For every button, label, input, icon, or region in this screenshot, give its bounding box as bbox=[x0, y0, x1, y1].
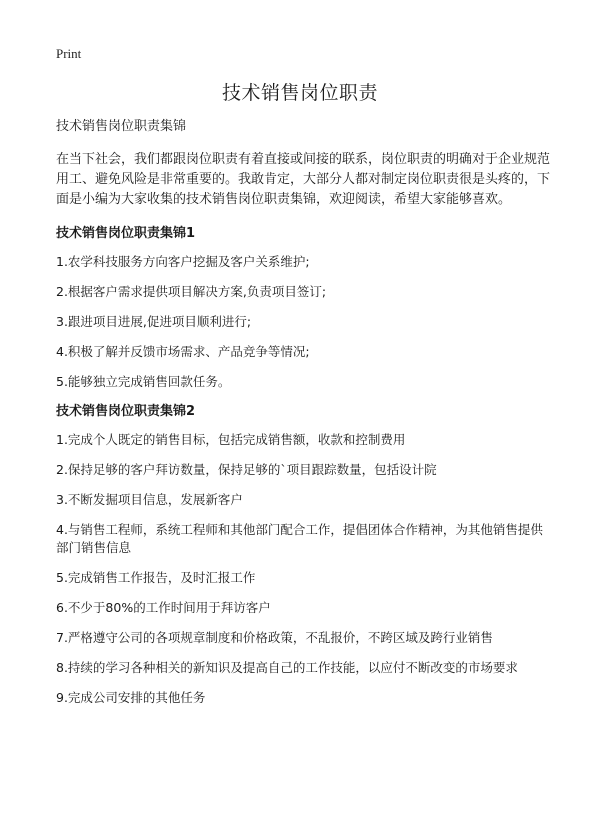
list-item: 1.完成个人既定的销售目标，包括完成销售额，收款和控制费用 bbox=[56, 432, 406, 447]
list-item: 2.根据客户需求提供项目解决方案,负责项目签订; bbox=[56, 284, 327, 299]
document-body bbox=[56, 118, 552, 719]
list-item: 6.不少于80%的工作时间用于拜访客户 bbox=[56, 600, 271, 615]
duty-list bbox=[56, 253, 552, 391]
list-item: 3.不断发掘项目信息，发展新客户 bbox=[56, 492, 243, 507]
list-item: 9.完成公司安排的其他任务 bbox=[56, 690, 206, 705]
section-1 bbox=[56, 225, 552, 391]
list-item: 1.农学科技服务方向客户挖掘及客户关系维护; bbox=[56, 254, 310, 269]
duty-list bbox=[56, 431, 552, 707]
list-item: 4.与销售工程师，系统工程师和其他部门配合工作，提倡团体合作精神，为其他销售提供部门销售信息 bbox=[56, 522, 543, 555]
list-item: 4.积极了解并反馈市场需求、产品竞争等情况; bbox=[56, 344, 310, 359]
section-2 bbox=[56, 403, 552, 707]
section-heading: 技术销售岗位职责集锦2 bbox=[56, 404, 196, 419]
document-title: 技术销售岗位职责 bbox=[221, 82, 378, 104]
list-item: 5.能够独立完成销售回款任务。 bbox=[56, 374, 231, 389]
list-item: 5.完成销售工作报告，及时汇报工作 bbox=[56, 570, 256, 585]
intro-paragraph: 在当下社会，我们都跟岗位职责有着直接或间接的联系，岗位职责的明确对于企业规范用工、避免风险是非常重要的。我敢肯定，大部分人都对制定岗位职责很是头疼的，下面是小编为大家收集的技术销售岗位职责集锦，欢迎阅读，希望大家能够喜欢。 bbox=[56, 152, 551, 207]
list-item: 2.保持足够的客户拜访数量，保持足够的`项目跟踪数量，包括设计院 bbox=[56, 462, 437, 477]
list-item: 3.跟进项目进展,促进项目顺利进行; bbox=[56, 314, 252, 329]
section-heading: 技术销售岗位职责集锦1 bbox=[56, 226, 196, 241]
document-subtitle: 技术销售岗位职责集锦 bbox=[56, 119, 187, 134]
list-item: 7.严格遵守公司的各项规章制度和价格政策，不乱报价，不跨区域及跨行业销售 bbox=[56, 630, 493, 645]
list-item: 8.持续的学习各种相关的新知识及提高自己的工作技能，以应付不断改变的市场要求 bbox=[56, 660, 518, 675]
print-label: Print bbox=[56, 46, 82, 61]
